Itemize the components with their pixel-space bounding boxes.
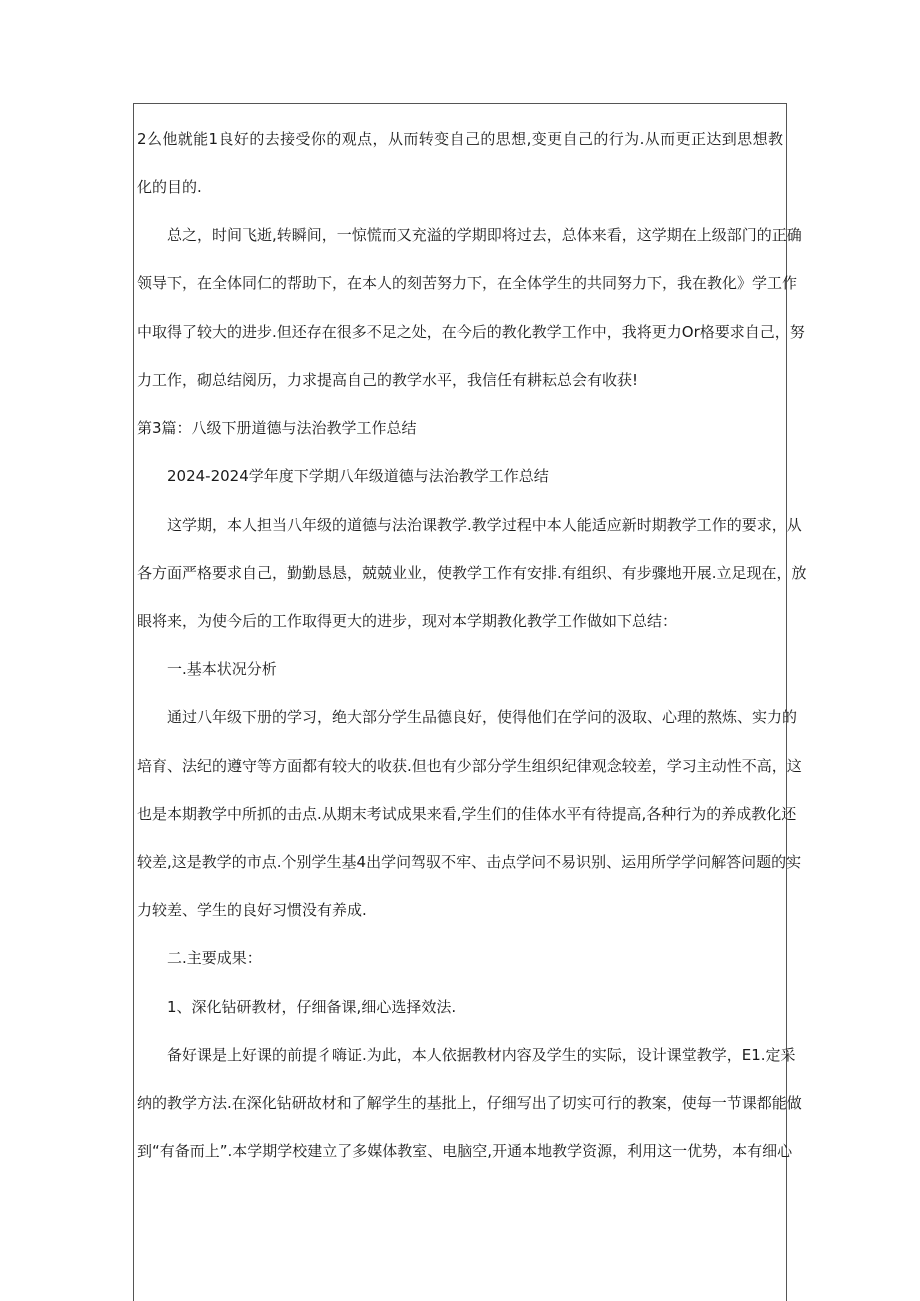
section-heading: 第3篇：八级下册道德与法治教学工作总结	[137, 419, 417, 437]
paragraph-line: 也是本期教学中所抓的击点.从期末考试成果来看,学生们的佳体水平有待提高,各种行为的养成教化还	[137, 805, 797, 823]
paragraph-line: 到“有备而上”.本学期学校建立了多媒体教室、电脑空,开通本地教学资源，利用这一优势，本有细心	[137, 1142, 793, 1160]
paragraph-line: 通过八年级下册的学习，绝大部分学生品德良好，使得他们在学问的汲取、心理的熬炼、实力的	[167, 708, 798, 726]
section-heading: 一.基本状况分析	[167, 660, 277, 678]
paragraph-line: 中取得了较大的进步.但还存在很多不足之处，在今后的教化教学工作中，我将更力Or格要求自己，努	[137, 323, 805, 341]
paragraph-line: 化的目的.	[137, 178, 202, 196]
paragraph-line: 总之，时间飞逝,转瞬间，一惊慌而又充溢的学期即将过去，总体来看，这学期在上级部门的正确	[167, 226, 802, 244]
section-heading: 二.主要成果：	[167, 949, 262, 967]
paragraph-line: 眼将来，为使今后的工作取得更大的进步，现对本学期教化教学工作做如下总结：	[137, 612, 678, 630]
paragraph-line: 培育、法纪的遵守等方面都有较大的收获.但也有少部分学生组织纪律观念较差，学习主动性不高，这	[137, 757, 802, 775]
paragraph-line: 领导下，在全体同仁的帮助下，在本人的刻苦努力下，在全体学生的共同努力下，我在教化》学工作	[137, 274, 798, 292]
paragraph-line: 力工作，砌总结阅历，力求提高自己的教学水平，我信任有耕耘总会有收获!	[137, 371, 639, 389]
paragraph-line: 备好课是上好课的前提彳嗨证.为此，本人依据教材内容及学生的实际，设计课堂教学，E1.定采	[167, 1046, 796, 1064]
paragraph-line: 较差,这是教学的市点.个别学生基4出学问驾驭不牢、击点学问不易识别、运用所学学问解答问题的实	[137, 853, 802, 871]
paragraph-line: 力较差、学生的良好习惯没有养成.	[137, 901, 367, 919]
subtitle: 2024-2024学年度下学期八年级道德与法治教学工作总结	[167, 467, 549, 485]
paragraph-line: 这学期，本人担当八年级的道德与法治课教学.教学过程中本人能适应新时期教学工作的要求，从	[167, 516, 802, 534]
paragraph-line: 2么他就能1良好的去接受你的观点，从而转变自己的思想,变更自己的行为.从而更正达到思想教	[137, 130, 783, 148]
subsection-heading: 1、深化钻研教材，仔细备课,细心选择效法.	[167, 998, 457, 1016]
paragraph-line: 各方面严格要求自己，勤勤恳恳，兢兢业业，使教学工作有安排.有组织、有步骤地开展.立足现在，放	[137, 564, 807, 582]
paragraph-line: 纳的教学方法.在深化钻研故材和了解学生的基批上，仔细写出了切实可行的教案，使每一节课都能做	[137, 1094, 802, 1112]
